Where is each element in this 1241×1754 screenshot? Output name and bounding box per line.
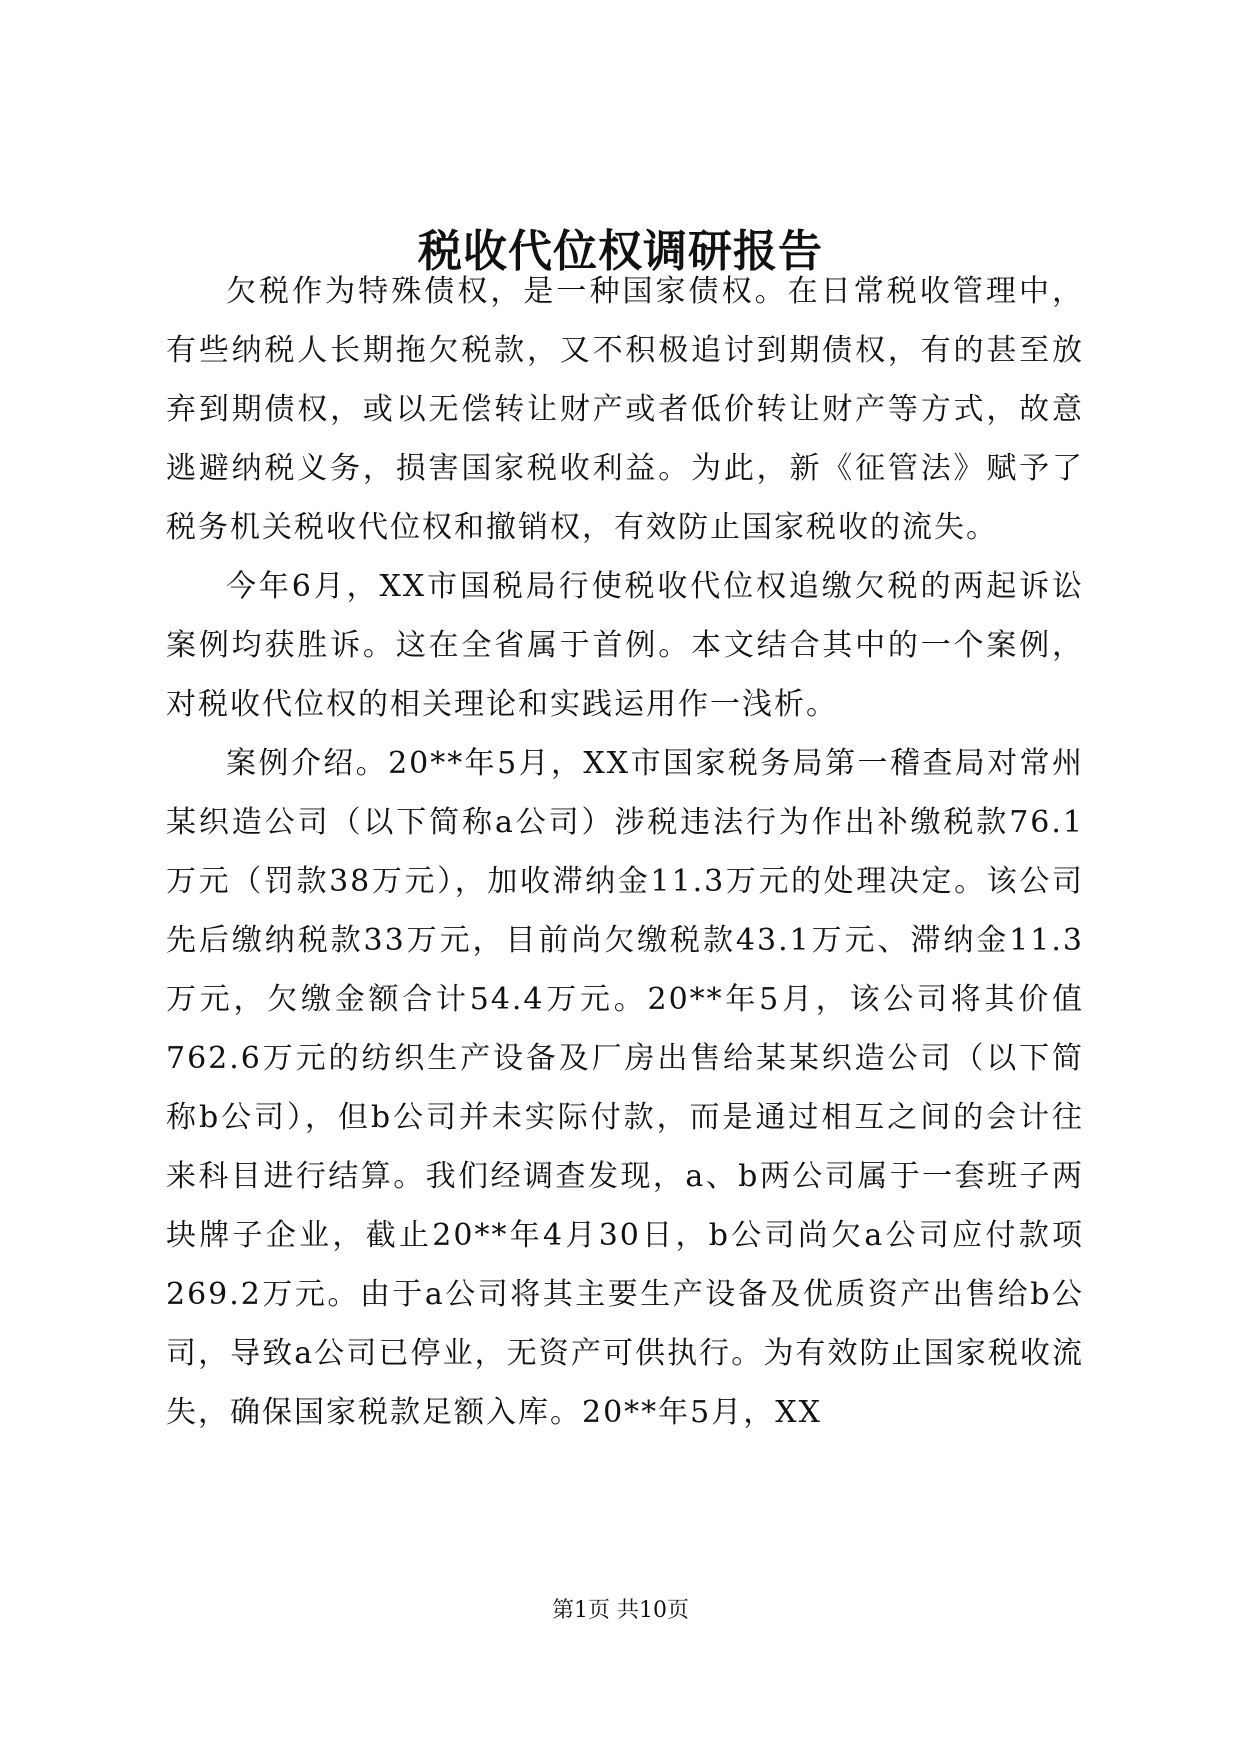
document-title: 税收代位权调研报告 xyxy=(418,226,823,277)
paragraph-1: 欠税作为特殊债权，是一种国家债权。在日常税收管理中，有些纳税人长期拖欠税款，又不积极追讨到期债权，有的甚至放弃到期债权，或以无偿转让财产或者低价转让财产等方式，故意逃避纳税义务，损害国家税收利益。为此，新《征管法》赋予了税务机关税收代位权和撤销权，有效防止国家税收的流失。 xyxy=(166,274,1084,545)
document-body xyxy=(166,262,1084,1442)
paragraph-2: 今年6月，XX市国税局行使税收代位权追缴欠税的两起诉讼案例均获胜诉。这在全省属于首例。本文结合其中的一个案例，对税收代位权的相关理论和实践运用作一浅析。 xyxy=(166,569,1084,722)
page-footer: 第1页 共10页 xyxy=(552,1598,689,1623)
paragraph-3: 案例介绍。20**年5月，XX市国家税务局第一稽查局对常州某织造公司（以下简称a公司）涉税违法行为作出补缴税款76.1万元（罚款38万元），加收滞纳金11.3万元的处理决定。该公司先后缴纳税款33万元，目前尚欠缴税款43.1万元、滞纳金11.3万元，欠缴金额合计54.4万元。20**年5月，该公司将其价值762.6万元的纺织生产设备及厂房出售给某某织造公司（以下简称b公司），但b公司并未实际付款，而是通过相互之间的会计往来科目进行结算。我们经调查发现，a、b两公司属于一套班子两块牌子企业，截止20**年4月30日，b公司尚欠a公司应付款项269.2万元。由于a公司将其主要生产设备及优质资产出售给b公司，导致a公司已停业，无资产可供执行。为有效防止国家税收流失，确保国家税款足额入库。20**年5月，XX xyxy=(166,746,1084,1430)
